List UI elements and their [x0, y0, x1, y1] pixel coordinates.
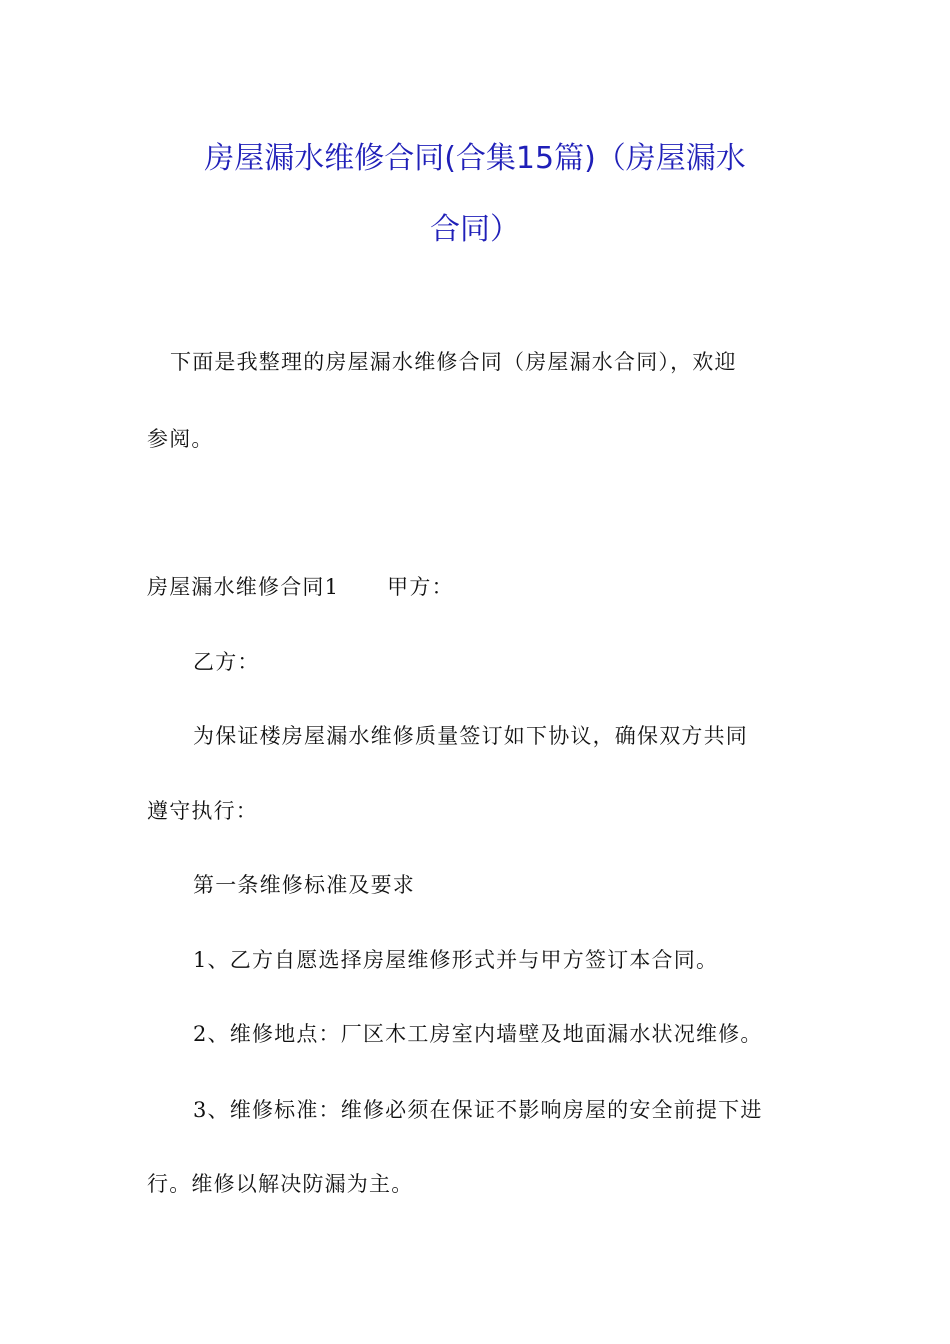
article-1-title: 第一条维修标准及要求 — [193, 873, 415, 897]
intro-paragraph-line-2: 参阅。 — [147, 427, 214, 451]
party-a-label: 甲方： — [387, 575, 454, 599]
article-1-item-3-line-2: 行。维修以解决防漏为主。 — [147, 1172, 414, 1196]
purpose-paragraph-line-2: 遵守执行： — [147, 799, 258, 823]
intro-paragraph-line-1: 下面是我整理的房屋漏水维修合同（房屋漏水合同），欢迎 — [170, 350, 737, 374]
document-title-line-2: 合同） — [430, 212, 520, 247]
article-1-item-3-line-1: 3、维修标准：维修必须在保证不影响房屋的安全前提下进 — [193, 1098, 763, 1122]
document-title-line-1: 房屋漏水维修合同(合集15篇)（房屋漏水 — [204, 141, 746, 176]
purpose-paragraph-line-1: 为保证楼房屋漏水维修质量签订如下协议，确保双方共同 — [193, 724, 748, 748]
article-1-item-2: 2、维修地点：厂区木工房室内墙壁及地面漏水状况维修。 — [193, 1022, 763, 1046]
article-1-item-1: 1、乙方自愿选择房屋维修形式并与甲方签订本合同。 — [193, 948, 719, 972]
contract-heading-row — [147, 571, 454, 601]
contract-heading: 房屋漏水维修合同1 — [147, 575, 340, 599]
party-b-label: 乙方： — [193, 650, 260, 674]
